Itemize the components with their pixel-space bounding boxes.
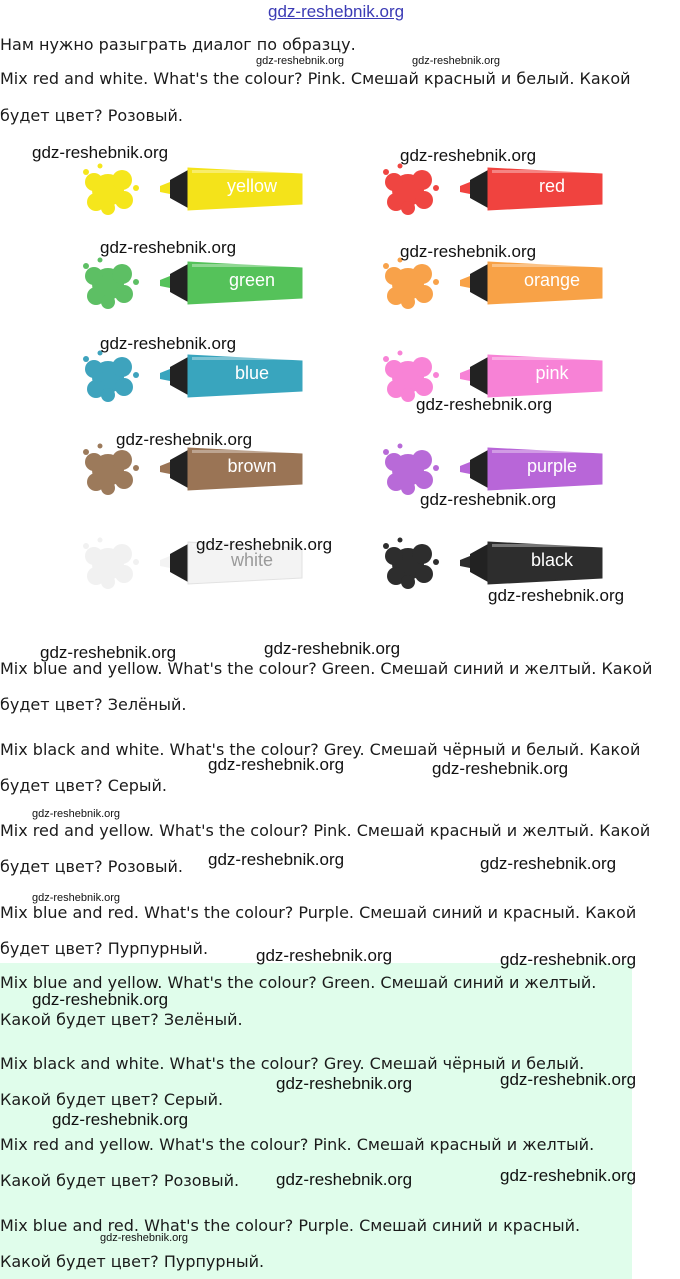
- dialogue-4-line-2: будет цвет? Пурпурный.: [0, 939, 209, 958]
- watermark: gdz-reshebnik.org: [40, 643, 177, 662]
- watermark: gdz-reshebnik.org: [256, 55, 345, 67]
- answer-2-line-2: Какой будет цвет? Серый.: [0, 1090, 224, 1109]
- marker-label: red: [538, 176, 565, 196]
- answer-2-line-1: Mix black and white. What's the colour? Grey. Смешай чёрный и белый.: [0, 1054, 585, 1073]
- watermark: gdz-reshebnik.org: [256, 946, 393, 965]
- answer-4-line-2: Какой будет цвет? Пурпурный.: [0, 1252, 265, 1271]
- watermark: gdz-reshebnik.org: [32, 808, 121, 820]
- dialogue-1-line-1: Mix blue and yellow. What's the colour? Green. Смешай синий и желтый. Какой: [0, 659, 653, 678]
- watermark: gdz-reshebnik.org: [100, 238, 237, 257]
- marker-label: orange: [523, 270, 581, 290]
- watermark: gdz-reshebnik.org: [116, 430, 253, 449]
- example-line-1: Mix red and white. What's the colour? Pink. Смешай красный и белый. Какой: [0, 69, 631, 88]
- marker-label: green: [228, 270, 276, 290]
- watermark: gdz-reshebnik.org: [416, 395, 553, 414]
- watermark: gdz-reshebnik.org: [500, 1166, 637, 1185]
- dialogue-2-line-2: будет цвет? Серый.: [0, 776, 167, 795]
- color-item-yellow: [70, 154, 310, 224]
- marker-label: black: [530, 550, 574, 570]
- watermark: gdz-reshebnik.org: [100, 334, 237, 353]
- watermark: gdz-reshebnik.org: [488, 586, 625, 605]
- watermark: gdz-reshebnik.org: [208, 755, 345, 774]
- watermark: gdz-reshebnik.org: [432, 759, 569, 778]
- marker-label: white: [230, 550, 274, 570]
- dialogue-3-line-2: будет цвет? Розовый.: [0, 857, 183, 876]
- marker-label: yellow: [226, 176, 278, 196]
- marker-label: purple: [526, 456, 578, 476]
- watermark: gdz-reshebnik.org: [276, 1074, 413, 1093]
- marker-label: pink: [535, 363, 569, 383]
- answer-1-line-2: Какой будет цвет? Зелёный.: [0, 1010, 243, 1029]
- answer-1-line-1: Mix blue and yellow. What's the colour? Green. Смешай синий и желтый.: [0, 973, 597, 992]
- watermark: gdz-reshebnik.org: [52, 1110, 189, 1129]
- watermark: gdz-reshebnik.org: [264, 639, 401, 658]
- answer-3-line-2: Какой будет цвет? Розовый.: [0, 1171, 240, 1190]
- header-watermark[interactable]: gdz-reshebnik.org: [268, 2, 405, 21]
- watermark: gdz-reshebnik.org: [500, 1070, 637, 1089]
- watermark: gdz-reshebnik.org: [276, 1170, 413, 1189]
- watermark: gdz-reshebnik.org: [208, 850, 345, 869]
- example-line-2: будет цвет? Розовый.: [0, 106, 183, 125]
- watermark: gdz-reshebnik.org: [32, 892, 121, 904]
- watermark: gdz-reshebnik.org: [400, 242, 537, 261]
- dialogue-1-line-2: будет цвет? Зелёный.: [0, 695, 187, 714]
- watermark: gdz-reshebnik.org: [32, 990, 169, 1009]
- dialogue-4-line-1: Mix blue and red. What's the colour? Purple. Смешай синий и красный. Какой: [0, 903, 637, 922]
- watermark: gdz-reshebnik.org: [500, 950, 637, 969]
- answer-3-line-1: Mix red and yellow. What's the colour? Pink. Смешай красный и желтый.: [0, 1135, 595, 1154]
- watermark: gdz-reshebnik.org: [196, 535, 333, 554]
- watermark: gdz-reshebnik.org: [412, 55, 501, 67]
- marker-label: brown: [227, 456, 277, 476]
- answer-4-line-1: Mix blue and red. What's the colour? Purple. Смешай синий и красный.: [0, 1216, 581, 1235]
- color-item-green: [70, 248, 310, 318]
- watermark: gdz-reshebnik.org: [32, 143, 169, 162]
- dialogue-2-line-1: Mix black and white. What's the colour? Grey. Смешай чёрный и белый. Какой: [0, 740, 641, 759]
- marker-label: blue: [234, 363, 270, 383]
- dialogue-3-line-1: Mix red and yellow. What's the colour? Pink. Смешай красный и желтый. Какой: [0, 821, 651, 840]
- watermark: gdz-reshebnik.org: [480, 854, 617, 873]
- watermark: gdz-reshebnik.org: [100, 1232, 189, 1244]
- watermark: gdz-reshebnik.org: [400, 146, 537, 165]
- watermark: gdz-reshebnik.org: [420, 490, 557, 509]
- intro-text: Нам нужно разыграть диалог по образцу.: [0, 35, 356, 54]
